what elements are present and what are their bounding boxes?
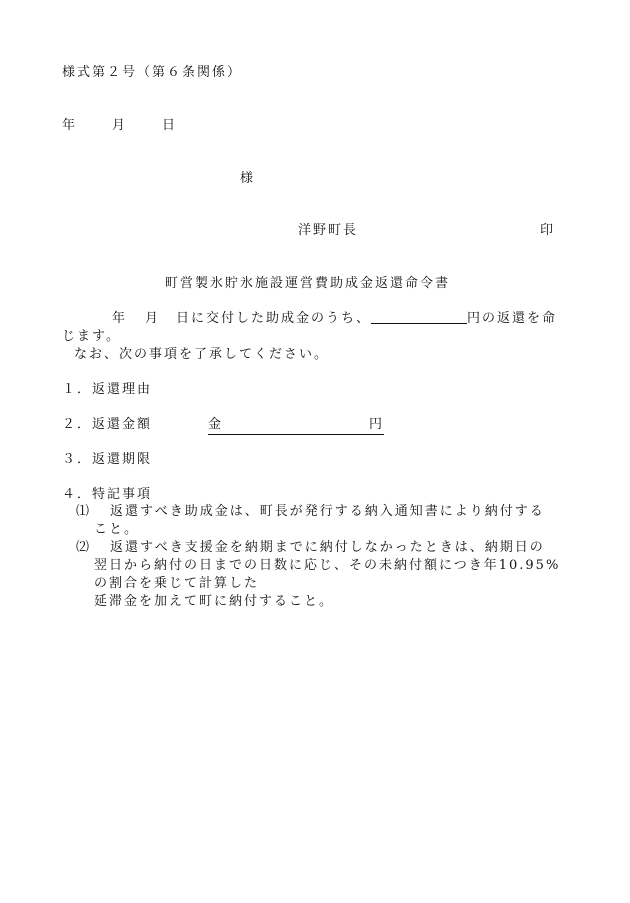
body-month-label: 月 xyxy=(145,311,161,326)
item-amount-label: ２．返還金額 xyxy=(62,417,153,432)
date-month-label: 月 xyxy=(112,118,128,133)
form-number: 様式第２号（第６条関係） xyxy=(62,65,243,80)
document-title: 町営製氷貯氷施設運営費助成金返還命令書 xyxy=(165,276,451,291)
item-notes-heading: ４．特記事項 xyxy=(62,487,153,502)
issuer-name: 洋野町長 xyxy=(298,223,359,238)
date-year-label: 年 xyxy=(62,118,78,133)
item-reason: １．返還理由 xyxy=(62,382,153,397)
date-day-label: 日 xyxy=(162,118,178,133)
amount-suffix: 円 xyxy=(368,417,384,432)
note1-line-1: 返還すべき助成金は、町長が発行する納入通知書により納付する xyxy=(110,504,545,519)
body-line-1 xyxy=(112,310,557,327)
body-line-3: なお、次の事項を了承してください。 xyxy=(74,347,330,362)
date-line xyxy=(62,117,177,134)
note2-line-2: 翌日から納付の日までの日数に応じ、その未納付額につき年10.95% xyxy=(94,558,561,573)
seal-mark: 印 xyxy=(540,223,556,238)
item-amount-field xyxy=(208,416,384,435)
note2-marker: ⑵ xyxy=(76,540,92,555)
body-text-after-blank: 円の返還を命 xyxy=(467,311,558,326)
body-text-before-blank: 日に交付した助成金のうち、 xyxy=(176,311,372,326)
note2-line-1: 返還すべき支援金を納期までに納付しなかったときは、納期日の xyxy=(110,540,545,555)
amount-blank xyxy=(371,310,467,324)
item-deadline: ３．返還期限 xyxy=(62,452,153,467)
addressee-suffix: 様 xyxy=(240,171,256,186)
note1-marker: ⑴ xyxy=(76,504,92,519)
amount-prefix: 金 xyxy=(208,417,224,432)
note2-line-3: の割合を乗じて計算した xyxy=(94,576,260,591)
note1-line-2: こと。 xyxy=(94,522,140,537)
note2-line-4: 延滞金を加えて町に納付すること。 xyxy=(94,594,335,609)
body-line-2: じます。 xyxy=(62,329,121,344)
body-year-label: 年 xyxy=(112,311,128,326)
